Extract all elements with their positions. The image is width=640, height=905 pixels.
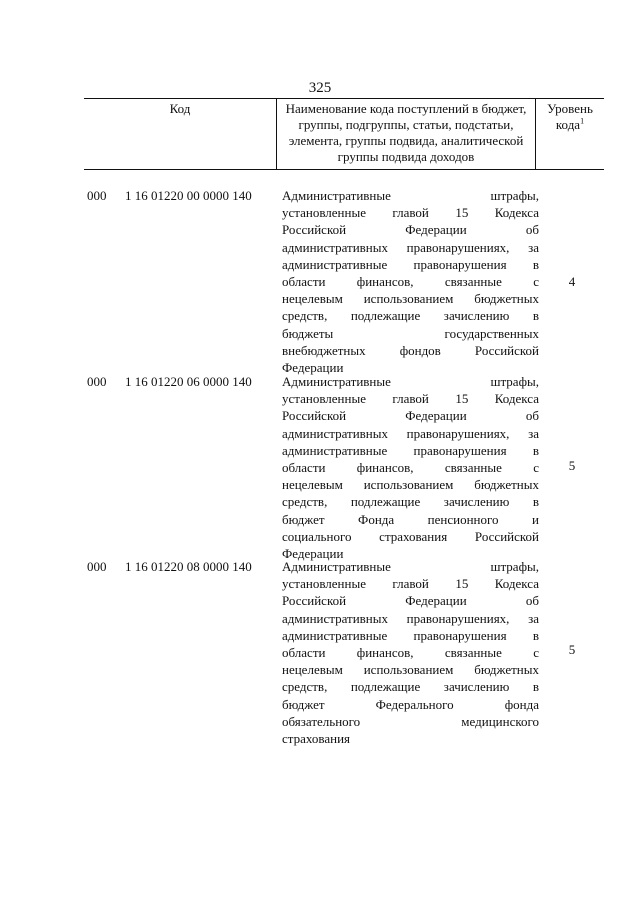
name-line: Административные штрафы, (282, 188, 539, 203)
name-line: страхования (282, 730, 351, 746)
page-number: 325 (308, 80, 332, 96)
income-code: 1 16 01220 08 0000 140 (125, 559, 252, 574)
name-line: бюджет Фонда пенсионного и (282, 511, 539, 527)
name-line: обязательного медицинского (282, 713, 539, 729)
name-line: внебюджетных фондов Российской (282, 342, 539, 358)
name-line: нецелевым использованием бюджетных (282, 291, 539, 307)
name-line: установленные главой 15 Кодекса (282, 576, 539, 592)
code-level: 4 (568, 274, 576, 289)
table-header (84, 98, 604, 170)
name-line: административных правонарушениях, за (282, 425, 539, 441)
income-code: 1 16 01220 06 0000 140 (125, 374, 252, 389)
name-line: социального страхования Российской (282, 528, 539, 544)
name-line: Российской Федерации об (282, 593, 539, 609)
name-line: административных правонарушениях, за (282, 610, 539, 626)
name-line: установленные главой 15 Кодекса (282, 205, 539, 221)
name-line: области финансов, связанные с (282, 273, 539, 289)
header-level (536, 99, 604, 169)
name-line: средств, подлежащие зачислению в (282, 494, 539, 510)
income-name (282, 373, 539, 562)
name-line: Административные штрафы, (282, 559, 539, 574)
name-line: административных правонарушениях, за (282, 239, 539, 255)
name-line: нецелевым использованием бюджетных (282, 477, 539, 493)
name-line: области финансов, связанные с (282, 644, 539, 660)
code-level: 5 (568, 642, 576, 657)
name-line: Федерации (282, 545, 344, 561)
name-line: бюджеты государственных (282, 325, 539, 341)
admin-code: 000 (87, 374, 107, 389)
name-line: средств, подлежащие зачислению в (282, 679, 539, 695)
income-name (282, 187, 539, 376)
name-line: бюджет Федерального фонда (282, 696, 539, 712)
name-line: Федерации (282, 359, 344, 375)
name-line: административные правонарушения в (282, 627, 539, 643)
name-line: установленные главой 15 Кодекса (282, 391, 539, 407)
name-line: Административные штрафы, (282, 374, 539, 389)
name-line: административные правонарушения в (282, 256, 539, 272)
admin-code: 000 (87, 188, 107, 203)
header-level-label: Уровень кода (547, 101, 593, 132)
header-name: Наименование кода поступлений в бюджет, группы, подгруппы, статьи, подстатьи, элемента, группы подвида, аналитической группы подвида доходов (277, 99, 536, 169)
name-line: Российской Федерации об (282, 408, 539, 424)
admin-code: 000 (87, 559, 107, 574)
name-line: нецелевым использованием бюджетных (282, 662, 539, 678)
name-line: области финансов, связанные с (282, 459, 539, 475)
header-level-footnote: 1 (580, 116, 585, 126)
name-line: средств, подлежащие зачислению в (282, 308, 539, 324)
code-level: 5 (568, 458, 576, 473)
name-line: Российской Федерации об (282, 222, 539, 238)
name-line: административные правонарушения в (282, 442, 539, 458)
income-name (282, 558, 539, 747)
income-code: 1 16 01220 00 0000 140 (125, 188, 252, 203)
header-code: Код (84, 99, 277, 169)
